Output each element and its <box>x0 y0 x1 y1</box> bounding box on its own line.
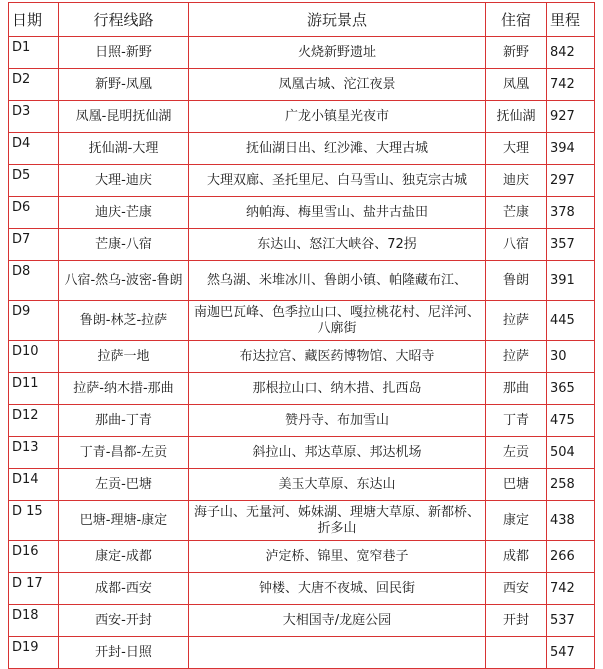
header-spots: 游玩景点 <box>189 3 486 37</box>
spots-cell: 东达山、怒江大峡谷、72拐 <box>189 229 486 261</box>
day-cell: D4 <box>9 133 59 165</box>
distance-cell: 445 <box>547 301 595 341</box>
spots-cell: 斜拉山、邦达草原、邦达机场 <box>189 437 486 469</box>
day-cell: D13 <box>9 437 59 469</box>
stay-cell: 大理 <box>486 133 547 165</box>
distance-cell: 266 <box>547 541 595 573</box>
table-row <box>9 405 595 437</box>
route-cell: 巴塘-理塘-康定 <box>59 501 189 541</box>
distance-cell: 742 <box>547 69 595 101</box>
stay-cell: 那曲 <box>486 373 547 405</box>
distance-cell: 394 <box>547 133 595 165</box>
route-cell: 开封-日照 <box>59 637 189 669</box>
day-cell: D19 <box>9 637 59 669</box>
day-cell: D6 <box>9 197 59 229</box>
route-cell: 抚仙湖-大理 <box>59 133 189 165</box>
distance-cell: 742 <box>547 573 595 605</box>
distance-cell: 365 <box>547 373 595 405</box>
route-cell: 拉萨-纳木措-那曲 <box>59 373 189 405</box>
header-row <box>9 3 595 37</box>
route-cell: 八宿-然乌-波密-鲁朗 <box>59 261 189 301</box>
table-row <box>9 165 595 197</box>
distance-cell: 378 <box>547 197 595 229</box>
distance-cell: 475 <box>547 405 595 437</box>
stay-cell: 拉萨 <box>486 341 547 373</box>
route-cell: 那曲-丁青 <box>59 405 189 437</box>
day-cell: D8 <box>9 261 59 301</box>
table-row <box>9 197 595 229</box>
table-row <box>9 229 595 261</box>
stay-cell: 八宿 <box>486 229 547 261</box>
route-cell: 西安-开封 <box>59 605 189 637</box>
route-cell: 凤凰-昆明抚仙湖 <box>59 101 189 133</box>
day-cell: D2 <box>9 69 59 101</box>
day-cell: D1 <box>9 37 59 69</box>
day-cell: D7 <box>9 229 59 261</box>
stay-cell: 成都 <box>486 541 547 573</box>
table-row <box>9 37 595 69</box>
stay-cell: 芒康 <box>486 197 547 229</box>
route-cell: 康定-成都 <box>59 541 189 573</box>
spots-cell: 海子山、无量河、姊妹湖、理塘大草原、新都桥、折多山 <box>189 501 486 541</box>
route-cell: 新野-凤凰 <box>59 69 189 101</box>
spots-cell: 泸定桥、锦里、宽窄巷子 <box>189 541 486 573</box>
day-cell: D12 <box>9 405 59 437</box>
distance-cell: 537 <box>547 605 595 637</box>
distance-cell: 258 <box>547 469 595 501</box>
table-row <box>9 341 595 373</box>
header-stay: 住宿 <box>486 3 547 37</box>
spots-cell: 火烧新野遗址 <box>189 37 486 69</box>
spots-cell: 赞丹寺、布加雪山 <box>189 405 486 437</box>
spots-cell: 广龙小镇星光夜市 <box>189 101 486 133</box>
spots-cell: 大理双廊、圣托里尼、白马雪山、独克宗古城 <box>189 165 486 197</box>
table-row <box>9 69 595 101</box>
header-day: 日期 <box>9 3 59 37</box>
stay-cell: 迪庆 <box>486 165 547 197</box>
stay-cell: 鲁朗 <box>486 261 547 301</box>
distance-cell: 30 <box>547 341 595 373</box>
stay-cell: 拉萨 <box>486 301 547 341</box>
distance-cell: 547 <box>547 637 595 669</box>
route-cell: 芒康-八宿 <box>59 229 189 261</box>
route-cell: 丁青-昌都-左贡 <box>59 437 189 469</box>
table-row <box>9 373 595 405</box>
stay-cell: 巴塘 <box>486 469 547 501</box>
day-cell: D 15 <box>9 501 59 541</box>
table-row <box>9 637 595 669</box>
spots-cell: 抚仙湖日出、红沙滩、大理古城 <box>189 133 486 165</box>
stay-cell: 西安 <box>486 573 547 605</box>
distance-cell: 391 <box>547 261 595 301</box>
spots-cell: 那根拉山口、纳木措、扎西岛 <box>189 373 486 405</box>
spots-cell: 南迦巴瓦峰、色季拉山口、嘎拉桃花村、尼洋河、八廓街 <box>189 301 486 341</box>
day-cell: D11 <box>9 373 59 405</box>
stay-cell <box>486 637 547 669</box>
itinerary-table <box>8 2 595 669</box>
day-cell: D16 <box>9 541 59 573</box>
table-row <box>9 501 595 541</box>
day-cell: D10 <box>9 341 59 373</box>
route-cell: 日照-新野 <box>59 37 189 69</box>
route-cell: 拉萨一地 <box>59 341 189 373</box>
spots-cell: 钟楼、大唐不夜城、回民街 <box>189 573 486 605</box>
distance-cell: 297 <box>547 165 595 197</box>
day-cell: D18 <box>9 605 59 637</box>
distance-cell: 504 <box>547 437 595 469</box>
stay-cell: 康定 <box>486 501 547 541</box>
route-cell: 迪庆-芒康 <box>59 197 189 229</box>
spots-cell: 凤凰古城、沱江夜景 <box>189 69 486 101</box>
stay-cell: 开封 <box>486 605 547 637</box>
spots-cell <box>189 637 486 669</box>
table-row <box>9 469 595 501</box>
day-cell: D 17 <box>9 573 59 605</box>
table-row <box>9 437 595 469</box>
stay-cell: 丁青 <box>486 405 547 437</box>
route-cell: 左贡-巴塘 <box>59 469 189 501</box>
header-route: 行程线路 <box>59 3 189 37</box>
day-cell: D14 <box>9 469 59 501</box>
route-cell: 大理-迪庆 <box>59 165 189 197</box>
table-row <box>9 261 595 301</box>
table-row <box>9 573 595 605</box>
table-row <box>9 301 595 341</box>
stay-cell: 新野 <box>486 37 547 69</box>
day-cell: D5 <box>9 165 59 197</box>
spots-cell: 美玉大草原、东达山 <box>189 469 486 501</box>
header-distance: 里程 <box>547 3 595 37</box>
stay-cell: 凤凰 <box>486 69 547 101</box>
distance-cell: 842 <box>547 37 595 69</box>
spots-cell: 然乌湖、米堆冰川、鲁朗小镇、帕隆藏布江、 <box>189 261 486 301</box>
day-cell: D9 <box>9 301 59 341</box>
table-row <box>9 541 595 573</box>
route-cell: 鲁朗-林芝-拉萨 <box>59 301 189 341</box>
stay-cell: 抚仙湖 <box>486 101 547 133</box>
spots-cell: 布达拉宫、藏医药博物馆、大昭寺 <box>189 341 486 373</box>
table-row <box>9 101 595 133</box>
distance-cell: 357 <box>547 229 595 261</box>
stay-cell: 左贡 <box>486 437 547 469</box>
spots-cell: 大相国寺/龙庭公园 <box>189 605 486 637</box>
day-cell: D3 <box>9 101 59 133</box>
distance-cell: 438 <box>547 501 595 541</box>
table-row <box>9 605 595 637</box>
spots-cell: 纳帕海、梅里雪山、盐井古盐田 <box>189 197 486 229</box>
route-cell: 成都-西安 <box>59 573 189 605</box>
distance-cell: 927 <box>547 101 595 133</box>
table-row <box>9 133 595 165</box>
